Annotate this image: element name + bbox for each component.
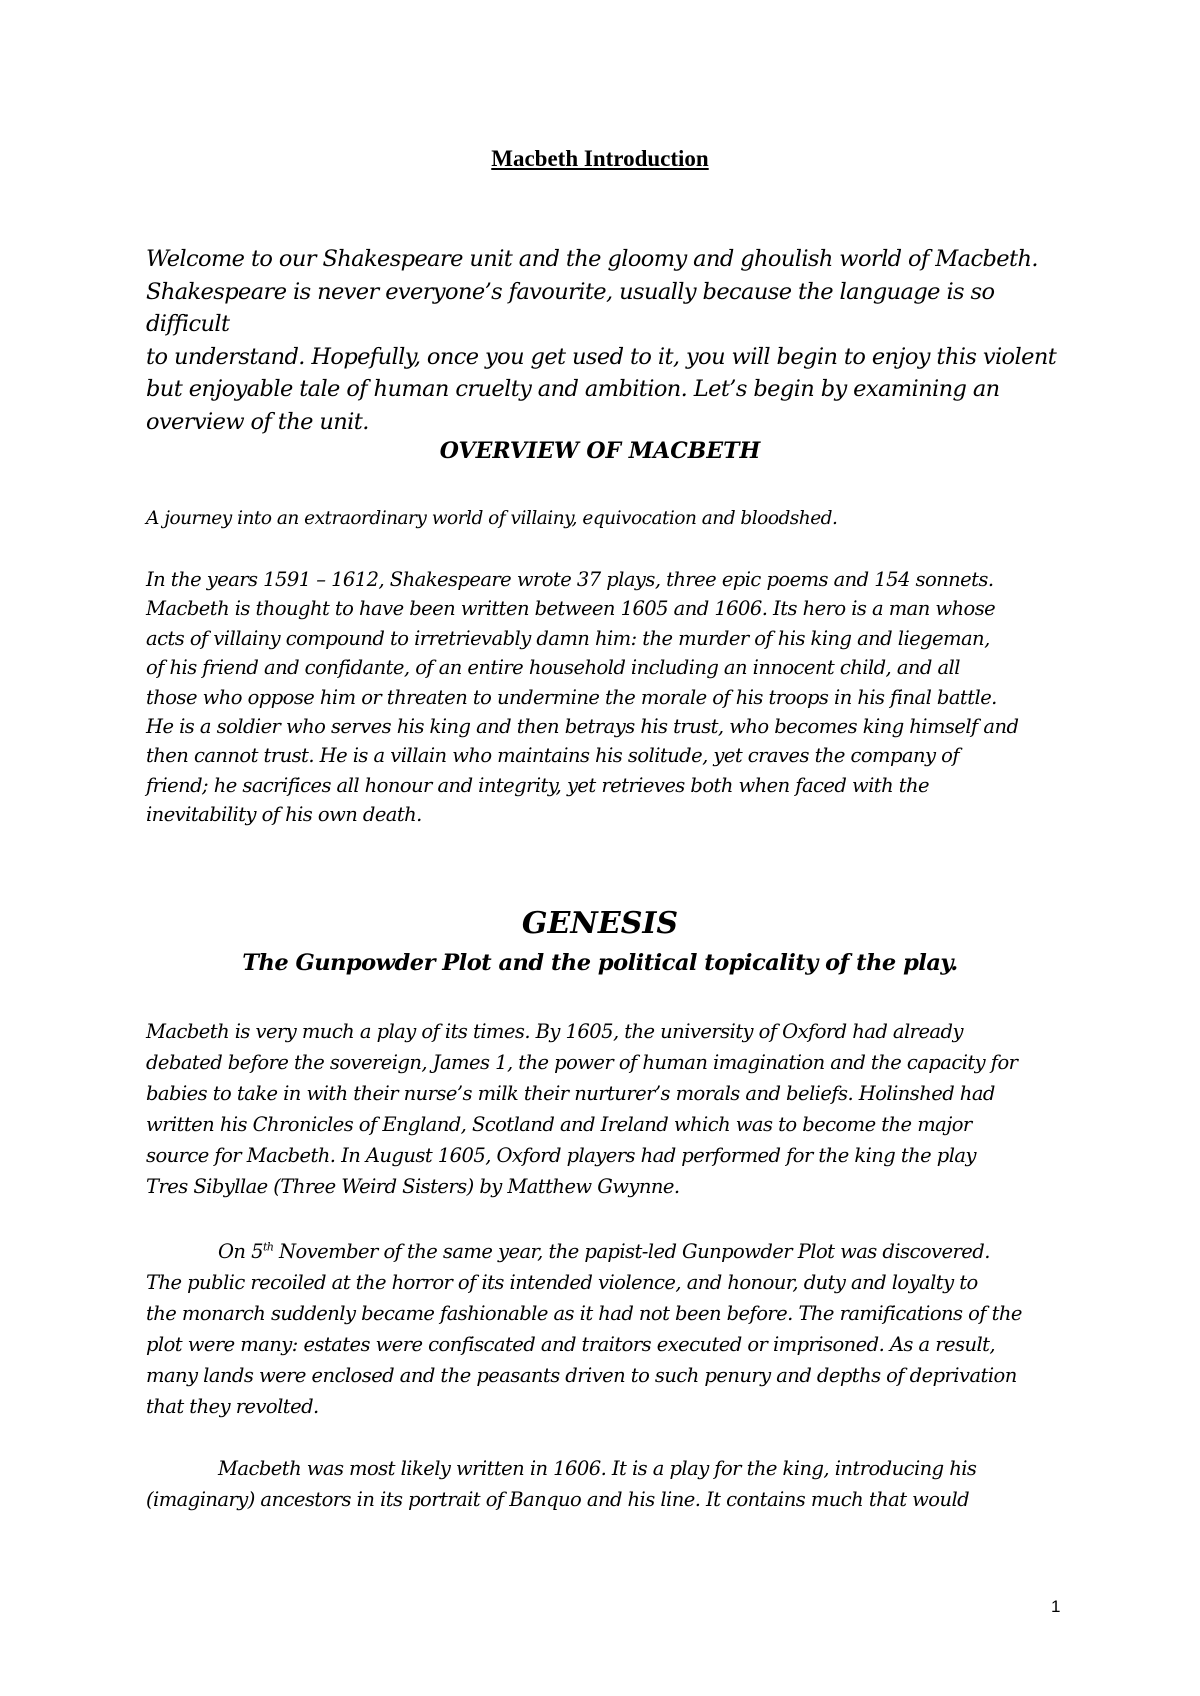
text-line: debated before the sovereign, James 1, the power of human imagination and the capacity for (146, 1051, 1018, 1074)
text-line: written his Chronicles of England, Scotland and Ireland which was to become the major (146, 1113, 972, 1136)
text-line: Shakespeare is never everyone’s favourite, usually because the language is so difficult (146, 278, 995, 337)
text-line: The public recoiled at the horror of its intended violence, and honour, duty and loyalty to (146, 1271, 978, 1294)
text-line: acts of villainy compound to irretrievably damn him: the murder of his king and liegeman, (146, 626, 990, 650)
overview-paragraph (146, 565, 1066, 830)
text-fragment: November of the same year, the papist-led Gunpowder Plot was discovered. (273, 1240, 990, 1263)
text-line: inevitability of his own death. (146, 803, 422, 827)
text-line: of his friend and confidante, of an entire household including an innocent child, and all (146, 656, 960, 680)
text-line: that they revolted. (146, 1395, 319, 1418)
genesis-paragraph-1 (146, 1016, 1066, 1202)
page-number: 1 (1051, 1597, 1061, 1616)
text-line (146, 1453, 1066, 1484)
text-line: Tres Sibyllae (Three Weird Sisters) by Matthew Gwynne. (146, 1175, 680, 1198)
text-line (146, 1236, 1066, 1267)
intro-paragraph (146, 243, 1066, 438)
text-line: source for Macbeth. In August 1605, Oxford players had performed for the king the play (146, 1144, 976, 1167)
text-line: then cannot trust. He is a villain who maintains his solitude, yet craves the company of (146, 744, 959, 768)
text-fragment: Macbeth was most likely written in 1606. It is a play for the king, introducing his (218, 1457, 977, 1480)
text-line: many lands were enclosed and the peasants driven to such penury and depths of deprivation (146, 1364, 1017, 1387)
text-line: Macbeth is thought to have been written between 1605 and 1606. Its hero is a man whose (146, 597, 996, 621)
overview-heading: OVERVIEW OF MACBETH (439, 438, 761, 464)
text-line: In the years 1591 – 1612, Shakespeare wrote 37 plays, three epic poems and 154 sonnets. (146, 568, 994, 591)
text-line: friend; he sacrifices all honour and integrity, yet retrieves both when faced with the (146, 773, 930, 797)
document-title: Macbeth Introduction (491, 146, 709, 171)
text-line: but enjoyable tale of human cruelty and ambition. Let’s begin by examining an (146, 376, 1000, 402)
genesis-subheading: The Gunpowder Plot and the political topicality of the play. (242, 950, 958, 976)
text-line: babies to take in with their nurse’s milk their nurturer’s morals and beliefs. Holinshed had (146, 1082, 995, 1105)
text-line: to understand. Hopefully, once you get used to it, you will begin to enjoy this violent (146, 343, 1057, 370)
text-line: Macbeth is very much a play of its times. By 1605, the university of Oxford had already (146, 1020, 963, 1043)
text-line: plot were many: estates were confiscated and traitors executed or imprisoned. As a result, (146, 1333, 996, 1356)
text-line: (imaginary) ancestors in its portrait of Banquo and his line. It contains much that would (146, 1488, 970, 1511)
text-line: Welcome to our Shakespeare unit and the gloomy and ghoulish world of Macbeth. (146, 246, 1038, 272)
superscript: th (262, 1240, 274, 1254)
genesis-heading: GENESIS (521, 906, 679, 941)
text-line: those who oppose him or threaten to undermine the morale of his troops in his final battle. (146, 685, 997, 709)
genesis-paragraph-2 (146, 1236, 1066, 1422)
overview-tagline: A journey into an extraordinary world of villainy, equivocation and bloodshed. (146, 508, 838, 529)
text-line: He is a soldier who serves his king and then betrays his trust, who becomes king himself and (146, 715, 1019, 739)
genesis-paragraph-3 (146, 1453, 1066, 1515)
text-fragment: On 5 (218, 1240, 263, 1263)
text-line: overview of the unit. (146, 408, 369, 435)
text-line: the monarch suddenly became fashionable as it had not been before. The ramifications of the (146, 1302, 1022, 1325)
